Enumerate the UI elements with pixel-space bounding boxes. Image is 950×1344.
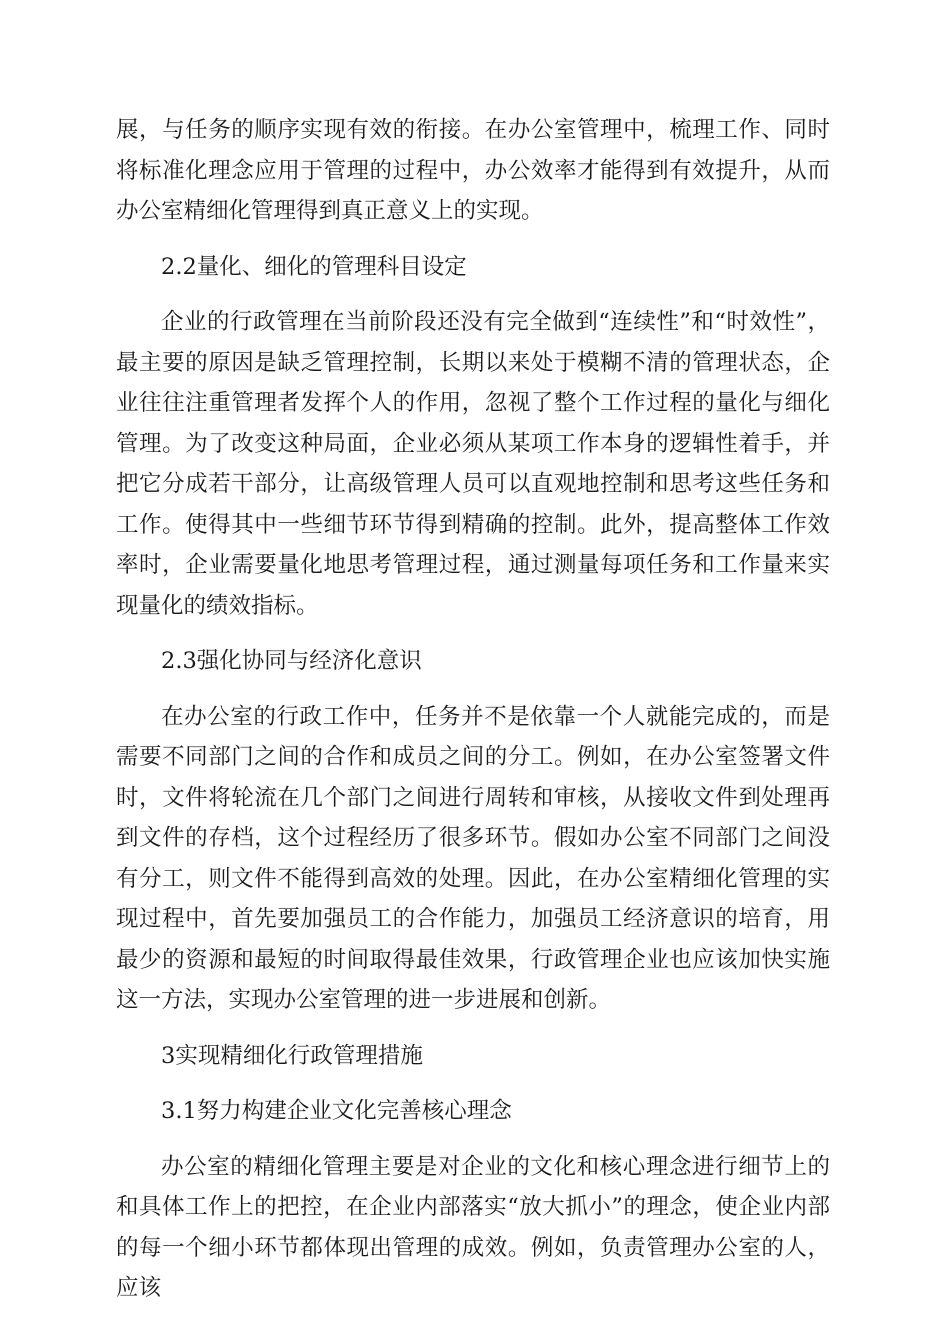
section-heading-2-2: 2.2量化、细化的管理科目设定 <box>161 253 467 280</box>
section-heading-3-1: 3.1努力构建企业文化完善核心理念 <box>161 1098 512 1124</box>
document-body <box>116 110 830 1309</box>
section-heading-2-3: 2.3强化协同与经济化意识 <box>161 648 422 674</box>
paragraph-2-2: 企业的行政管理在当前阶段还没有完全做到“连续性”和“时效性”，最主要的原因是缺乏管理控制，长期以来处于模糊不清的管理状态，企业往往注重管理者发挥个人的作用，忽视了整个工作过程的量化与细化管理。为了改变这种局面，企业必须从某项工作本身的逻辑性着手，并把它分成若干部分，让高级管理人员可以直观地控制和思考这些任务和工作。使得其中一些细节环节得到精确的控制。此外，提高整体工作效率时，企业需要量化地思考管理过程，通过测量每项任务和工作量来实现量化的绩效指标。 <box>116 309 830 619</box>
paragraph-continuation: 展，与任务的顺序实现有效的衔接。在办公室管理中，梳理工作、同时将标准化理念应用于管理的过程中，办公效率才能得到有效提升，从而办公室精细化管理得到真正意义上的实现。 <box>116 117 830 224</box>
section-heading-3: 3实现精细化行政管理措施 <box>161 1042 423 1069</box>
paragraph-3-1: 办公室的精细化管理主要是对企业的文化和核心理念进行细节上的和具体工作上的把控，在企业内部落实“放大抓小”的理念，使企业内部的每一个细小环节都体现出管理的成效。例如，负责管理办公室的人，应该 <box>116 1153 830 1301</box>
paragraph-2-3: 在办公室的行政工作中，任务并不是依靠一个人就能完成的，而是需要不同部门之间的合作和成员之间的分工。例如，在办公室签署文件时，文件将轮流在几个部门之间进行周转和审核，从接收文件到处理再到文件的存档，这个过程经历了很多环节。假如办公室不同部门之间没有分工，则文件不能得到高效的处理。因此，在办公室精细化管理的实现过程中，首先要加强员工的合作能力，加强员工经济意识的培育，用最少的资源和最短的时间取得最佳效果，行政管理企业也应该加快实施这一方法，实现办公室管理的进一步进展和创新。 <box>116 703 830 1013</box>
